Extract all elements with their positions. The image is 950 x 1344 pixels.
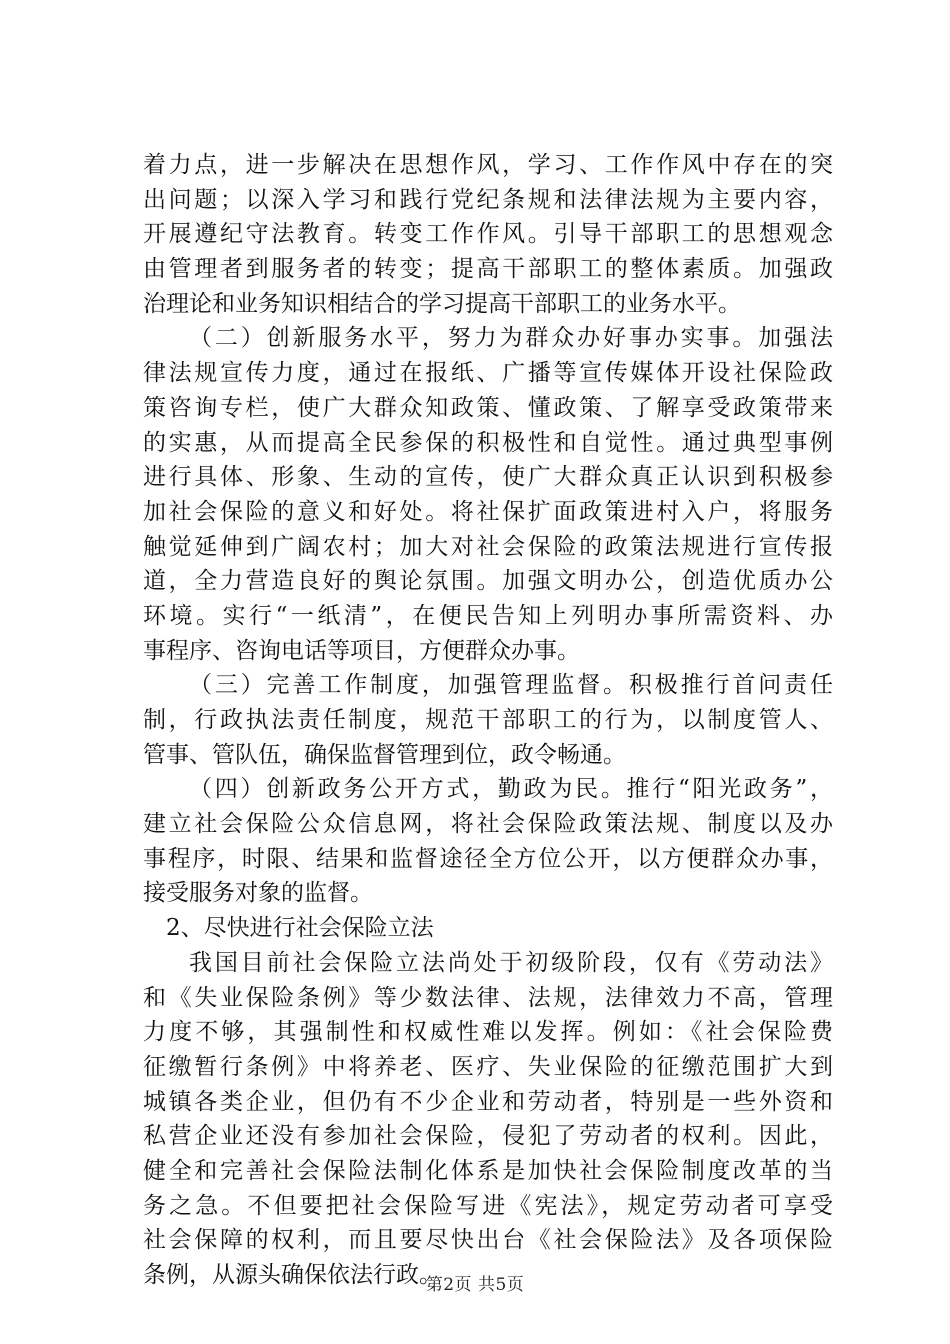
text-line: 开展遵纪守法教育。转变工作作风。引导干部职工的思想观念: [143, 221, 833, 248]
text-line: 条例，从源头确保依法行政。: [143, 1262, 442, 1288]
text-line: 环境。实行“一纸清”，在便民告知上列明办事所需资料、办: [143, 602, 833, 629]
text-line: 制，行政执法责任制度，规范干部职工的行为，以制度管人、: [143, 707, 833, 733]
text-line: 力度不够，其强制性和权威性难以发挥。例如：《社会保险费: [143, 1019, 833, 1046]
page-number-footer: 第2页 共5页: [425, 1275, 525, 1295]
text-line: 律法规宣传力度，通过在报纸、广播等宣传媒体开设社保险政: [143, 360, 833, 387]
text-line: （三）完善工作制度，加强管理监督。积极推行首问责任: [189, 672, 833, 699]
text-line: 由管理者到服务者的转变；提高干部职工的整体素质。加强政: [143, 256, 833, 283]
text-line: 健全和完善社会保险法制化体系是加快社会保险制度改革的当: [143, 1157, 833, 1184]
text-line: 社会保障的权利，而且要尽快出台《社会保险法》及各项保险: [143, 1227, 833, 1254]
text-line: 着力点，进一步解决在思想作风，学习、工作作风中存在的突: [143, 152, 833, 178]
text-line: 征缴暂行条例》中将养老、医疗、失业保险的征缴范围扩大到: [143, 1053, 833, 1080]
text-line: 事程序、咨询电话等项目，方便群众办事。: [143, 637, 580, 664]
text-line: 建立社会保险公众信息网，将社会保险政策法规、制度以及办: [143, 811, 833, 838]
text-line: 我国目前社会保险立法尚处于初级阶段，仅有《劳动法》: [189, 949, 833, 976]
text-line: （四）创新政务公开方式，勤政为民。推行“阳光政务”，: [189, 776, 833, 803]
text-line: 私营企业还没有参加社会保险，侵犯了劳动者的权利。因此，: [143, 1123, 833, 1150]
text-line: 触觉延伸到广阔农村；加大对社会保险的政策法规进行宣传报: [143, 533, 833, 560]
text-line: 进行具体、形象、生动的宣传，使广大群众真正认识到积极参: [143, 464, 833, 491]
text-line: 道，全力营造良好的舆论氛围。加强文明办公，创造优质办公: [143, 568, 833, 595]
text-line: 城镇各类企业，但仍有不少企业和劳动者，特别是一些外资和: [143, 1088, 833, 1115]
text-line: （二）创新服务水平，努力为群众办好事办实事。加强法: [189, 325, 833, 352]
text-line: 策咨询专栏，使广大群众知政策、懂政策、了解享受政策带来: [143, 394, 833, 421]
text-line: 加社会保险的意义和好处。将社保扩面政策进村入户，将服务: [143, 498, 833, 525]
text-line: 的实惠，从而提高全民参保的积极性和自觉性。通过典型事例: [143, 429, 833, 456]
text-line: 2、尽快进行社会保险立法: [166, 915, 434, 942]
text-line: 务之急。不但要把社会保险写进《宪法》，规定劳动者可享受: [143, 1192, 833, 1219]
text-line: 事程序，时限、结果和监督途径全方位公开，以方便群众办事，: [143, 845, 833, 872]
text-line: 出问题；以深入学习和践行党纪条规和法律法规为主要内容，: [143, 186, 833, 213]
text-line: 接受服务对象的监督。: [143, 880, 373, 907]
document-body: [143, 148, 833, 1293]
text-line: 和《失业保险条例》等少数法律、法规，法律效力不高，管理: [143, 984, 833, 1011]
text-line: 管事、管队伍，确保监督管理到位，政令畅通。: [143, 741, 626, 768]
text-line: 治理论和业务知识相结合的学习提高干部职工的业务水平。: [143, 290, 741, 317]
